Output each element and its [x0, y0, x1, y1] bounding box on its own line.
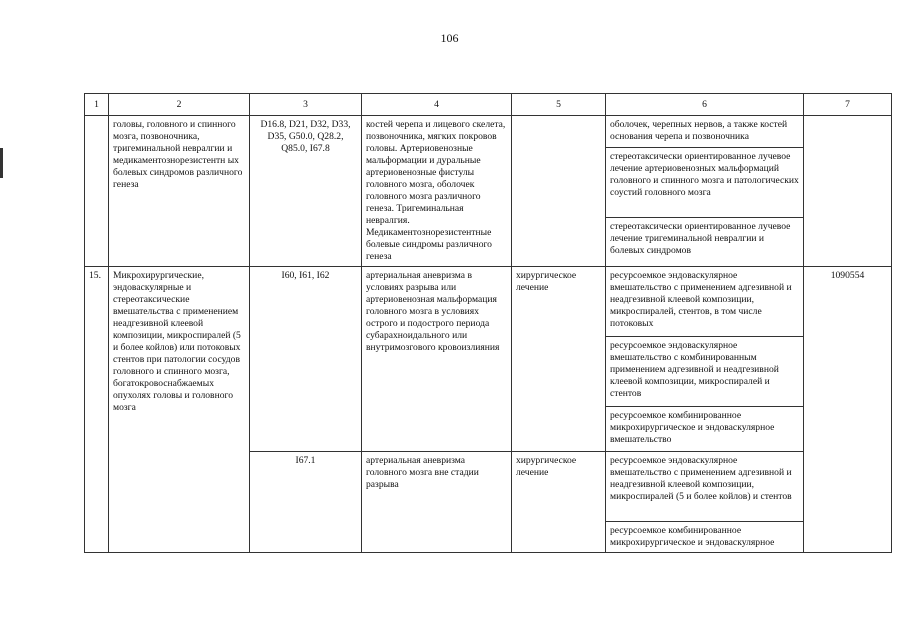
cost-cell: 1090554: [804, 267, 892, 553]
treatment-type-cell: хирургическое лечение: [512, 267, 606, 452]
document-table: [84, 93, 892, 553]
header-cell: 3: [250, 94, 362, 116]
header-cell: 7: [804, 94, 892, 116]
diagnosis-cell: костей черепа и лицевого скелета, позвоночника, мягких покровов головы. Артериовенозные мальформации и дуральные артериовенозные фистулы головного мозга, оболочек головного мозга различного генеза. Тригеминальная невралгия. Медикаментознорезистентные болевые синдромы различного генеза: [362, 116, 512, 267]
binder-mark: [0, 148, 3, 178]
row-number-cell: 15.: [85, 267, 109, 553]
continued-row: [85, 116, 892, 267]
method-item: оболочек, черепных нервов, а также костей основания черепа и позвоночника: [606, 116, 803, 148]
header-row: [85, 94, 892, 116]
diagnosis-cell: артериальная аневризма головного мозга вне стадии разрыва: [362, 452, 512, 553]
treatment-type-cell: хирургическое лечение: [512, 452, 606, 553]
page-number: 106: [440, 31, 459, 45]
header-cell: 4: [362, 94, 512, 116]
methods-cell: [606, 116, 804, 267]
method-item: ресурсоемкое комбинированное микрохирургическое и эндоваскулярное: [610, 525, 775, 548]
header-cell: 5: [512, 94, 606, 116]
diagnosis-cell: артериальная аневризма в условиях разрыва или артериовенозная мальформация головного мозга в условиях острого и подострого периода субарахноидального или внутримозгового кровоизлияния: [362, 267, 512, 452]
cost-cell: [804, 116, 892, 267]
name-cell: головы, головного и спинного мозга, позвоночника, тригеминальной невралгии и медикаментознорезистентн ых болевых синдромов различного генеза: [109, 116, 250, 267]
method-item: ресурсоемкое эндоваскулярное вмешательство с применением адгезивной и неадгезивной клеевой композиции, микроспиралей, стентов, в том числе потоковых: [606, 267, 803, 337]
treatment-type-cell: [512, 116, 606, 267]
name-cell: Микрохирургические, эндоваскулярные и стереотаксические вмешательства с применением неадгезивной клеевой композиции, микроспиралей (5 и более койлов) или потоковых стентов при патологии сосудов головного и спинного мозга, богатокровоснабжаемых опухолях головы и головного мозга: [109, 267, 250, 553]
method-item: ресурсоемкое эндоваскулярное вмешательство с комбинированным применением адгезивной и неадгезивной клеевой композиции, микроспиралей и стентов: [606, 337, 803, 407]
codes-cell: D16.8, D21, D32, D33, D35, G50.0, Q28.2, Q85.0, I67.8: [250, 116, 362, 267]
header-cell: 1: [85, 94, 109, 116]
header-cell: 6: [606, 94, 804, 116]
methods-cell: [606, 267, 804, 452]
header-cell: 2: [109, 94, 250, 116]
table-row-15a: [85, 267, 892, 452]
method-item: стереотаксически ориентированное лучевое лечение тригеминальной невралгии и болевых синдромов: [610, 221, 791, 256]
method-item: ресурсоемкое комбинированное микрохирургическое и эндоваскулярное вмешательство: [610, 410, 775, 445]
row-number-cell: [85, 116, 109, 267]
method-item: стереотаксически ориентированное лучевое лечение артериовенозных мальформаций головного и спинного мозга и патологических соустий головного мозга: [606, 148, 803, 218]
codes-cell: I60, I61, I62: [250, 267, 362, 452]
codes-cell: I67.1: [250, 452, 362, 553]
method-item: ресурсоемкое эндоваскулярное вмешательство с применением адгезивной и неадгезивной клеевой композиции, микроспиралей (5 и более койлов) и стентов: [606, 452, 803, 522]
methods-cell: [606, 452, 804, 553]
